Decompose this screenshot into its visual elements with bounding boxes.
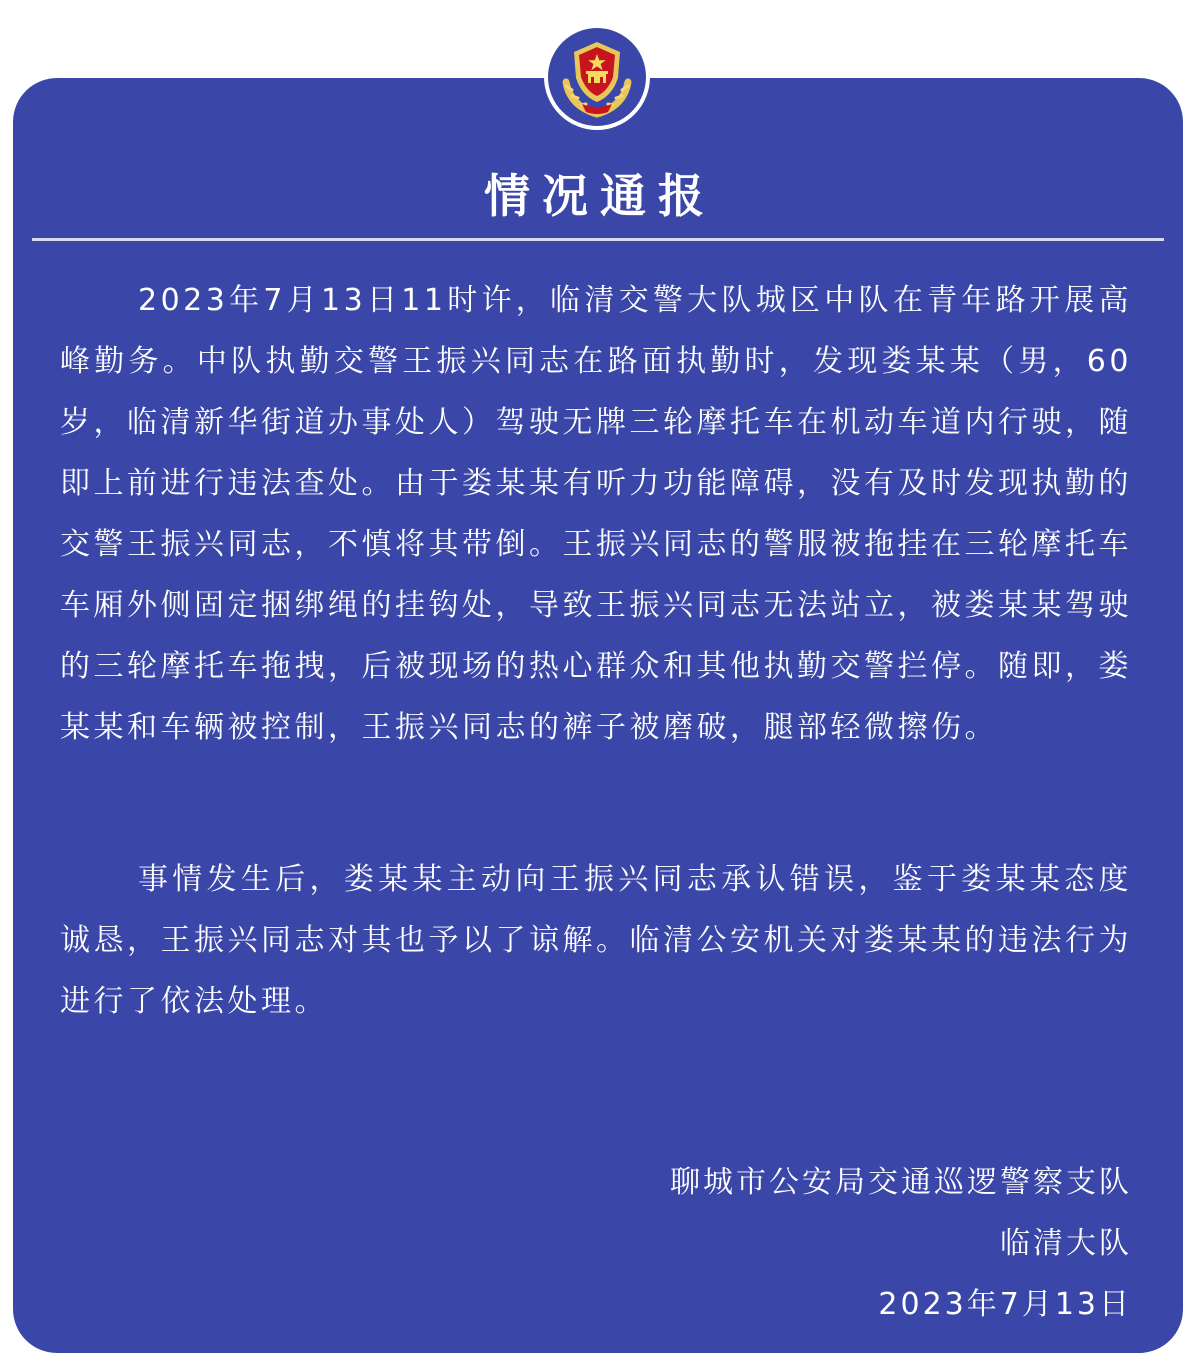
notice-paragraph-2: 事情发生后，娄某某主动向王振兴同志承认错误，鉴于娄某某态度诚恳，王振兴同志对其也予以了谅解。临清公安机关对娄某某的违法行为进行了依法处理。 (60, 862, 1132, 1019)
signature-unit: 临清大队 (1000, 1226, 1132, 1261)
police-emblem-icon (552, 32, 642, 122)
signature-date: 2023年7月13日 (878, 1287, 1132, 1322)
title-divider (32, 238, 1164, 241)
page-title: 情况通报 (484, 169, 716, 223)
signature-agency: 聊城市公安局交通巡逻警察支队 (670, 1165, 1132, 1200)
notice-paragraph-1: 2023年7月13日11时许，临清交警大队城区中队在青年路开展高峰勤务。中队执勤交警王振兴同志在路面执勤时，发现娄某某（男，60岁，临清新华街道办事处人）驾驶无牌三轮摩托车在机动车道内行驶，随即上前进行违法查处。由于娄某某有听力功能障碍，没有及时发现执勤的交警王振兴同志，不慎将其带倒。王振兴同志的警服被拖挂在三轮摩托车车厢外侧固定捆绑绳的挂钩处，导致王振兴同志无法站立，被娄某某驾驶的三轮摩托车拖拽，后被现场的热心群众和其他执勤交警拦停。随即，娄某某和车辆被控制，王振兴同志的裤子被磨破，腿部轻微擦伤。 (60, 283, 1132, 745)
emblem-badge (544, 24, 650, 130)
